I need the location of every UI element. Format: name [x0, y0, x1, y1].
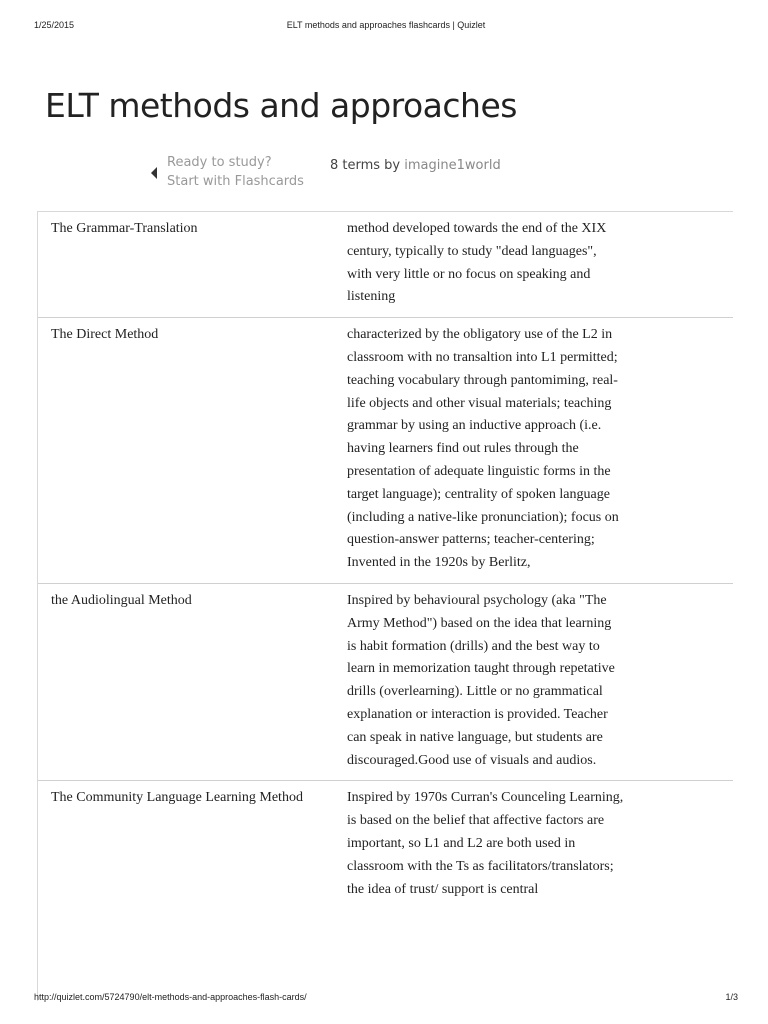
card-row	[38, 212, 733, 318]
caret-left-icon	[151, 167, 157, 179]
flashcards-link-label[interactable]: Start with Flashcards	[167, 174, 304, 189]
card-definition: Inspired by 1970s Curran's Counceling Learning, is based on the belief that affective factors are important, so L1 and L2 are both used in classroom with the Ts as facilitators/translators; the idea of trust/ support is central	[347, 790, 624, 897]
card-term: The Grammar-Translation	[51, 221, 198, 236]
set-title: ELT methods and approaches	[45, 86, 517, 125]
terms-count: 8 terms by	[330, 158, 401, 173]
card-definition: method developed towards the end of the XIX century, typically to study "dead languages", with very little or no focus on speaking and listening	[347, 221, 607, 305]
card-row	[38, 584, 733, 781]
card-definition: characterized by the obligatory use of the L2 in classroom with no transaltion into L1 permitted; teaching vocabulary through pantomiming, real-life objects and other visual materials; teaching grammar by using an inductive approach (i.e. having learners find out rules through the presentation of adequate linguistic forms in the target language); centrality of spoken language (including a native-like pronunciation); focus on question-answer patterns; teacher-centering; Invented in the 1920s by Berlitz,	[347, 327, 619, 571]
card-term: The Community Language Learning Method	[51, 790, 303, 806]
card-row	[38, 318, 733, 584]
card-definition: Inspired by behavioural psychology (aka "The Army Method") based on the idea that learning is habit formation (drills) and the best way to learn in memorization taught through repetative drills (overlearning). Little or no grammatical explanation or interaction is provided. Teacher can speak in native language, but students are discouraged.Good use of visuals and audios.	[347, 592, 615, 768]
print-date: 1/25/2015	[34, 20, 75, 30]
start-flashcards-link[interactable]	[151, 153, 304, 191]
print-page-title: ELT methods and approaches flashcards | Quizlet	[286, 20, 486, 30]
page-number: 1/3	[725, 992, 738, 1002]
print-header	[34, 20, 738, 34]
set-meta	[330, 158, 501, 173]
card-row	[38, 781, 733, 909]
print-footer	[34, 992, 738, 1006]
page-url[interactable]: http://quizlet.com/5724790/elt-methods-and-approaches-flash-cards/	[34, 992, 307, 1002]
card-list	[37, 211, 733, 1001]
author-link[interactable]: imagine1world	[404, 158, 501, 173]
study-prompt: Ready to study?	[167, 155, 272, 170]
card-term: The Direct Method	[51, 327, 159, 343]
card-term: the Audiolingual Method	[51, 592, 192, 608]
